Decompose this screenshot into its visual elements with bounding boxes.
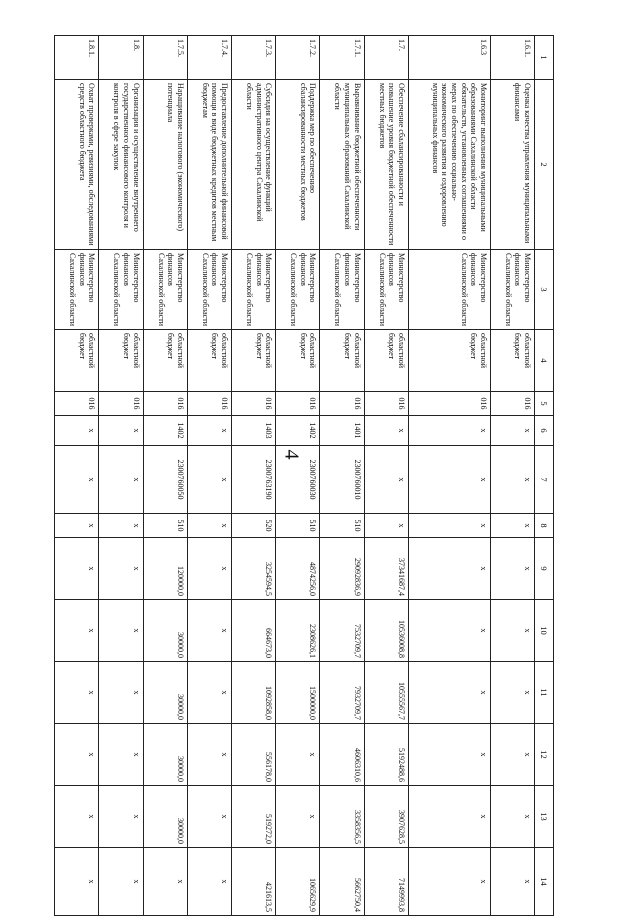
table-cell: 1401	[320, 416, 364, 446]
table-cell: Министерство финансов Сахалинской области	[187, 250, 231, 330]
table-cell: 5662750,4	[320, 848, 364, 916]
table-cell: 016	[55, 392, 99, 416]
table-cell: областной бюджет	[276, 330, 320, 392]
table-cell: 510	[276, 514, 320, 538]
table-cell: Министерство финансов Сахалинской области	[232, 250, 276, 330]
table-cell: 016	[364, 392, 408, 416]
column-header: 5	[535, 392, 554, 416]
table-cell: 1.7.2.	[276, 36, 320, 80]
table-cell: 4874256,0	[276, 538, 320, 600]
table-row	[187, 36, 231, 916]
table-cell: 1.8.	[99, 36, 143, 80]
table-row	[490, 36, 534, 916]
table-cell: Министерство финансов Сахалинской области	[408, 250, 490, 330]
table-cell: x	[55, 786, 99, 848]
table-cell: Субсидия на осуществление функций административного центра Сахалинской области	[232, 80, 276, 250]
table-cell: x	[187, 724, 231, 786]
table-cell: 1402	[143, 416, 187, 446]
table-cell: x	[99, 848, 143, 916]
table-cell: x	[55, 538, 99, 600]
table-row	[276, 36, 320, 916]
table-cell: 7532709,7	[320, 600, 364, 662]
table-cell: x	[490, 600, 534, 662]
table-cell: 664673,0	[232, 600, 276, 662]
table-cell: x	[187, 416, 231, 446]
header-row	[535, 36, 554, 916]
table-cell: 2300763190	[232, 446, 276, 514]
table-cell: x	[143, 848, 187, 916]
table-cell: 120000,0	[143, 538, 187, 600]
table-cell: Министерство финансов Сахалинской области	[364, 250, 408, 330]
table-cell: областной бюджет	[187, 330, 231, 392]
table-cell: областной бюджет	[99, 330, 143, 392]
table-cell: x	[364, 446, 408, 514]
table-cell: 016	[490, 392, 534, 416]
table-cell: x	[55, 662, 99, 724]
table-cell: x	[187, 600, 231, 662]
table-container	[54, 35, 554, 912]
table-cell: x	[187, 514, 231, 538]
table-cell: x	[276, 724, 320, 786]
table-row	[408, 36, 490, 916]
table-cell: 2308626,1	[276, 600, 320, 662]
table-cell: Министерство финансов Сахалинской области	[490, 250, 534, 330]
table-cell: x	[490, 538, 534, 600]
table-cell: x	[55, 446, 99, 514]
table-cell: x	[408, 416, 490, 446]
table-cell: 2300760050	[143, 446, 187, 514]
table-cell: 37341687,4	[364, 538, 408, 600]
table-row	[143, 36, 187, 916]
column-header: 6	[535, 416, 554, 446]
table-cell: 1.7.3.	[232, 36, 276, 80]
table-cell: x	[99, 662, 143, 724]
table-cell: 5192488,6	[364, 724, 408, 786]
table-cell: x	[490, 416, 534, 446]
table-cell: 30000,0	[143, 786, 187, 848]
table-cell: x	[408, 600, 490, 662]
table-cell: 1.7.5.	[143, 36, 187, 80]
table-row	[364, 36, 408, 916]
table-cell: 016	[276, 392, 320, 416]
table-cell: x	[490, 786, 534, 848]
table-cell: 1.7.4.	[187, 36, 231, 80]
table-cell: 7932709,7	[320, 662, 364, 724]
table-cell: x	[99, 446, 143, 514]
rotated-page-content	[54, 35, 554, 912]
table-cell: Министерство финансов Сахалинской области	[99, 250, 143, 330]
table-cell: Оценка качества управления муниципальными финансами	[490, 80, 534, 250]
table-cell: x	[408, 538, 490, 600]
table-cell: 1500000,0	[276, 662, 320, 724]
table-cell: x	[364, 514, 408, 538]
table-cell: 7149993,8	[364, 848, 408, 916]
table-cell: x	[187, 446, 231, 514]
table-cell: 556178,0	[232, 724, 276, 786]
table-cell: Мониторинг выполнения муниципальными образованиями Сахалинской области обязательств, установленных соглашениями о мерах по обеспечению социально-экономического развития и оздоровлению муниципальных финансов	[408, 80, 490, 250]
table-cell: Выравнивание бюджетной обеспеченности муниципальных образований Сахалинской области	[320, 80, 364, 250]
table-cell: x	[490, 848, 534, 916]
table-cell: 3907628,5	[364, 786, 408, 848]
column-header: 11	[535, 662, 554, 724]
table-cell: 1.7.1.	[320, 36, 364, 80]
column-header: 14	[535, 848, 554, 916]
table-cell: Организация и осуществление внутреннего государственного финансового контроля и контроля в сфере закупок	[99, 80, 143, 250]
table-cell: x	[99, 514, 143, 538]
column-header: 8	[535, 514, 554, 538]
table-cell: x	[99, 416, 143, 446]
table-cell: 10536008,8	[364, 600, 408, 662]
table-cell: 3254594,5	[232, 538, 276, 600]
budget-table	[54, 35, 554, 916]
table-cell: областной бюджет	[143, 330, 187, 392]
table-cell: Министерство финансов Сахалинской области	[55, 250, 99, 330]
table-cell: Поддержка мер по обеспечению сбалансированности местных бюджетов	[276, 80, 320, 250]
table-cell: 30000,0	[143, 600, 187, 662]
column-header: 7	[535, 446, 554, 514]
table-cell: Министерство финансов Сахалинской области	[320, 250, 364, 330]
table-cell: 1065629,9	[276, 848, 320, 916]
column-header: 4	[535, 330, 554, 392]
table-row	[320, 36, 364, 916]
table-cell: x	[99, 724, 143, 786]
table-cell: x	[408, 724, 490, 786]
table-cell: 520	[232, 514, 276, 538]
table-cell: x	[187, 786, 231, 848]
table-cell: 1.8.1.	[55, 36, 99, 80]
column-header: 2	[535, 80, 554, 250]
table-cell: 016	[143, 392, 187, 416]
table-cell: 1.6.1.	[490, 36, 534, 80]
table-cell: 4606310,6	[320, 724, 364, 786]
column-header: 3	[535, 250, 554, 330]
table-cell: x	[276, 786, 320, 848]
table-cell: 30000,0	[143, 662, 187, 724]
table-cell: 2300760010	[320, 446, 364, 514]
table-cell: 016	[99, 392, 143, 416]
table-cell: x	[364, 416, 408, 446]
table-cell: 016	[187, 392, 231, 416]
table-cell: x	[55, 848, 99, 916]
table-cell: 30000,0	[143, 724, 187, 786]
table-cell: 510	[320, 514, 364, 538]
table-cell: x	[99, 786, 143, 848]
table-cell: x	[490, 446, 534, 514]
table-cell: x	[408, 514, 490, 538]
table-row	[55, 36, 99, 916]
table-cell: областной бюджет	[55, 330, 99, 392]
column-header: 13	[535, 786, 554, 848]
table-cell: x	[408, 662, 490, 724]
table-cell: x	[187, 538, 231, 600]
table-cell: 1092858,0	[232, 662, 276, 724]
table-cell: Предоставление дополнительной финансовой помощи в виде бюджетных кредитов местным бюджетам	[187, 80, 231, 250]
table-cell: 016	[408, 392, 490, 416]
table-cell: 1403	[232, 416, 276, 446]
table-cell: x	[490, 514, 534, 538]
table-cell: Обеспечение сбалансированности и повышение уровня бюджетной обеспеченности местных бюджетов	[364, 80, 408, 250]
column-header: 10	[535, 600, 554, 662]
table-cell: 016	[232, 392, 276, 416]
table-cell: x	[408, 848, 490, 916]
table-cell: x	[490, 724, 534, 786]
column-header: 1	[535, 36, 554, 80]
column-header: 12	[535, 724, 554, 786]
table-cell: областной бюджет	[320, 330, 364, 392]
table-cell: 1402	[276, 416, 320, 446]
table-cell: x	[55, 724, 99, 786]
table-cell: x	[55, 416, 99, 446]
table-cell: x	[187, 848, 231, 916]
table-cell: 1.6.3	[408, 36, 490, 80]
table-cell: 016	[320, 392, 364, 416]
table-cell: x	[99, 600, 143, 662]
table-cell: 10555567,7	[364, 662, 408, 724]
table-cell: 1.7.	[364, 36, 408, 80]
table-cell: 2300760030	[276, 446, 320, 514]
column-header: 9	[535, 538, 554, 600]
table-cell: областной бюджет	[490, 330, 534, 392]
table-cell: Министерство финансов Сахалинской области	[143, 250, 187, 330]
table-cell: x	[408, 446, 490, 514]
table-cell: x	[55, 600, 99, 662]
table-cell: x	[187, 662, 231, 724]
table-cell: областной бюджет	[364, 330, 408, 392]
table-cell: Министерство финансов Сахалинской области	[276, 250, 320, 330]
table-cell: x	[490, 662, 534, 724]
table-cell: 519272,0	[232, 786, 276, 848]
table-cell: x	[408, 786, 490, 848]
page-number: 4	[280, 449, 303, 460]
table-cell: x	[55, 514, 99, 538]
table-row	[99, 36, 143, 916]
table-cell: x	[99, 538, 143, 600]
table-cell: 29092836,9	[320, 538, 364, 600]
table-cell: 510	[143, 514, 187, 538]
table-cell: 3358356,5	[320, 786, 364, 848]
table-cell: областной бюджет	[408, 330, 490, 392]
table-row	[232, 36, 276, 916]
table-cell: Охват проверками, ревизиями, обследованиями средств областного бюджета	[55, 80, 99, 250]
table-cell: Наращивание налогового (экономического) потенциала	[143, 80, 187, 250]
table-cell: областной бюджет	[232, 330, 276, 392]
table-cell: 421613,5	[232, 848, 276, 916]
